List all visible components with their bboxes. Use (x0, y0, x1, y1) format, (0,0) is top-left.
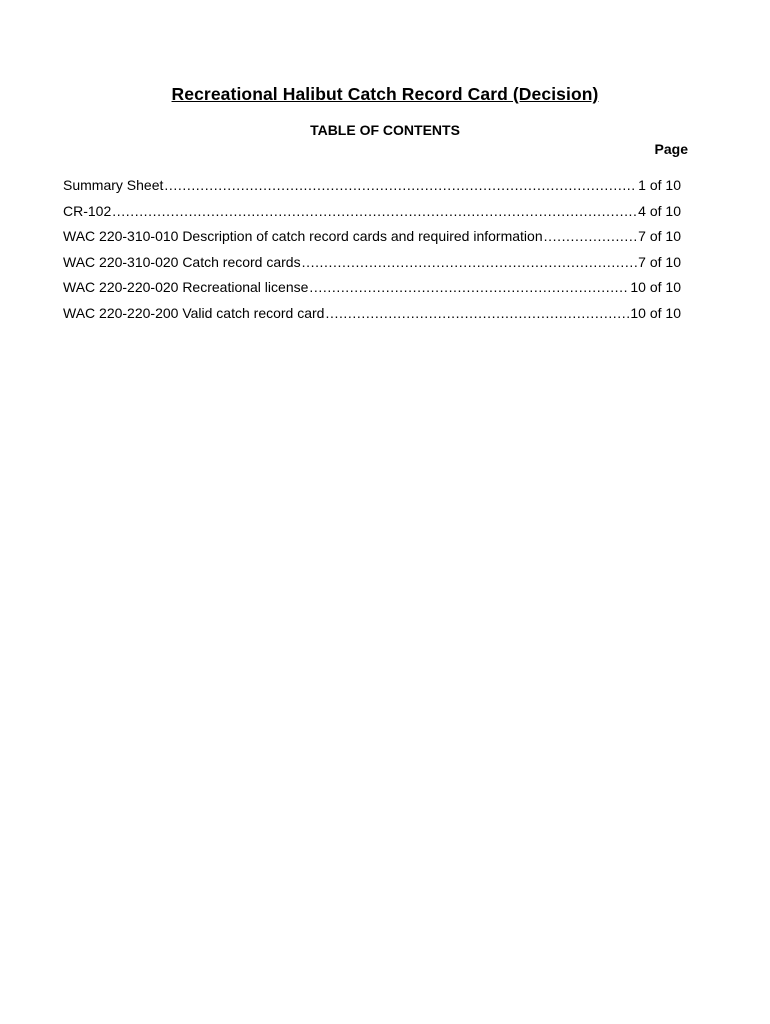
dot-leader (302, 252, 638, 272)
toc-entry-wac-220-220-020[interactable] (63, 277, 681, 303)
dot-leader (112, 201, 637, 221)
toc-list (63, 175, 681, 329)
toc-entry-page: 1 of 10 (638, 177, 681, 193)
toc-heading: TABLE OF CONTENTS (310, 122, 460, 138)
toc-entry-wac-220-310-020[interactable] (63, 252, 681, 278)
dot-leader (325, 303, 629, 323)
toc-entry-page: 10 of 10 (630, 279, 681, 296)
toc-entry-page: 4 of 10 (638, 202, 681, 219)
toc-entry-title: CR-102 (63, 202, 112, 219)
toc-entry-title: WAC 220-310-010 Description of catch record cards and required information (63, 228, 543, 245)
toc-entry-title: WAC 220-220-020 Recreational license (63, 279, 309, 296)
dot-leader (164, 175, 637, 195)
toc-entry-page: 7 of 10 (638, 253, 681, 270)
toc-entry-wac-220-310-010[interactable] (63, 226, 681, 252)
toc-entry-wac-220-220-200[interactable] (63, 303, 681, 329)
toc-entry-summary-sheet[interactable] (63, 175, 681, 201)
toc-entry-page: 7 of 10 (638, 228, 681, 245)
toc-entry-title: WAC 220-220-200 Valid catch record card (63, 304, 325, 321)
dot-leader (309, 277, 629, 297)
document-title: Recreational Halibut Catch Record Card (Decision) (171, 84, 599, 104)
toc-entry-title: WAC 220-310-020 Catch record cards (63, 253, 301, 270)
dot-leader (544, 226, 638, 246)
toc-entry-title: Summary Sheet (63, 177, 164, 193)
toc-entry-cr-102[interactable] (63, 201, 681, 227)
page-column-label: Page (654, 141, 688, 157)
toc-entry-page: 10 of 10 (630, 304, 681, 321)
